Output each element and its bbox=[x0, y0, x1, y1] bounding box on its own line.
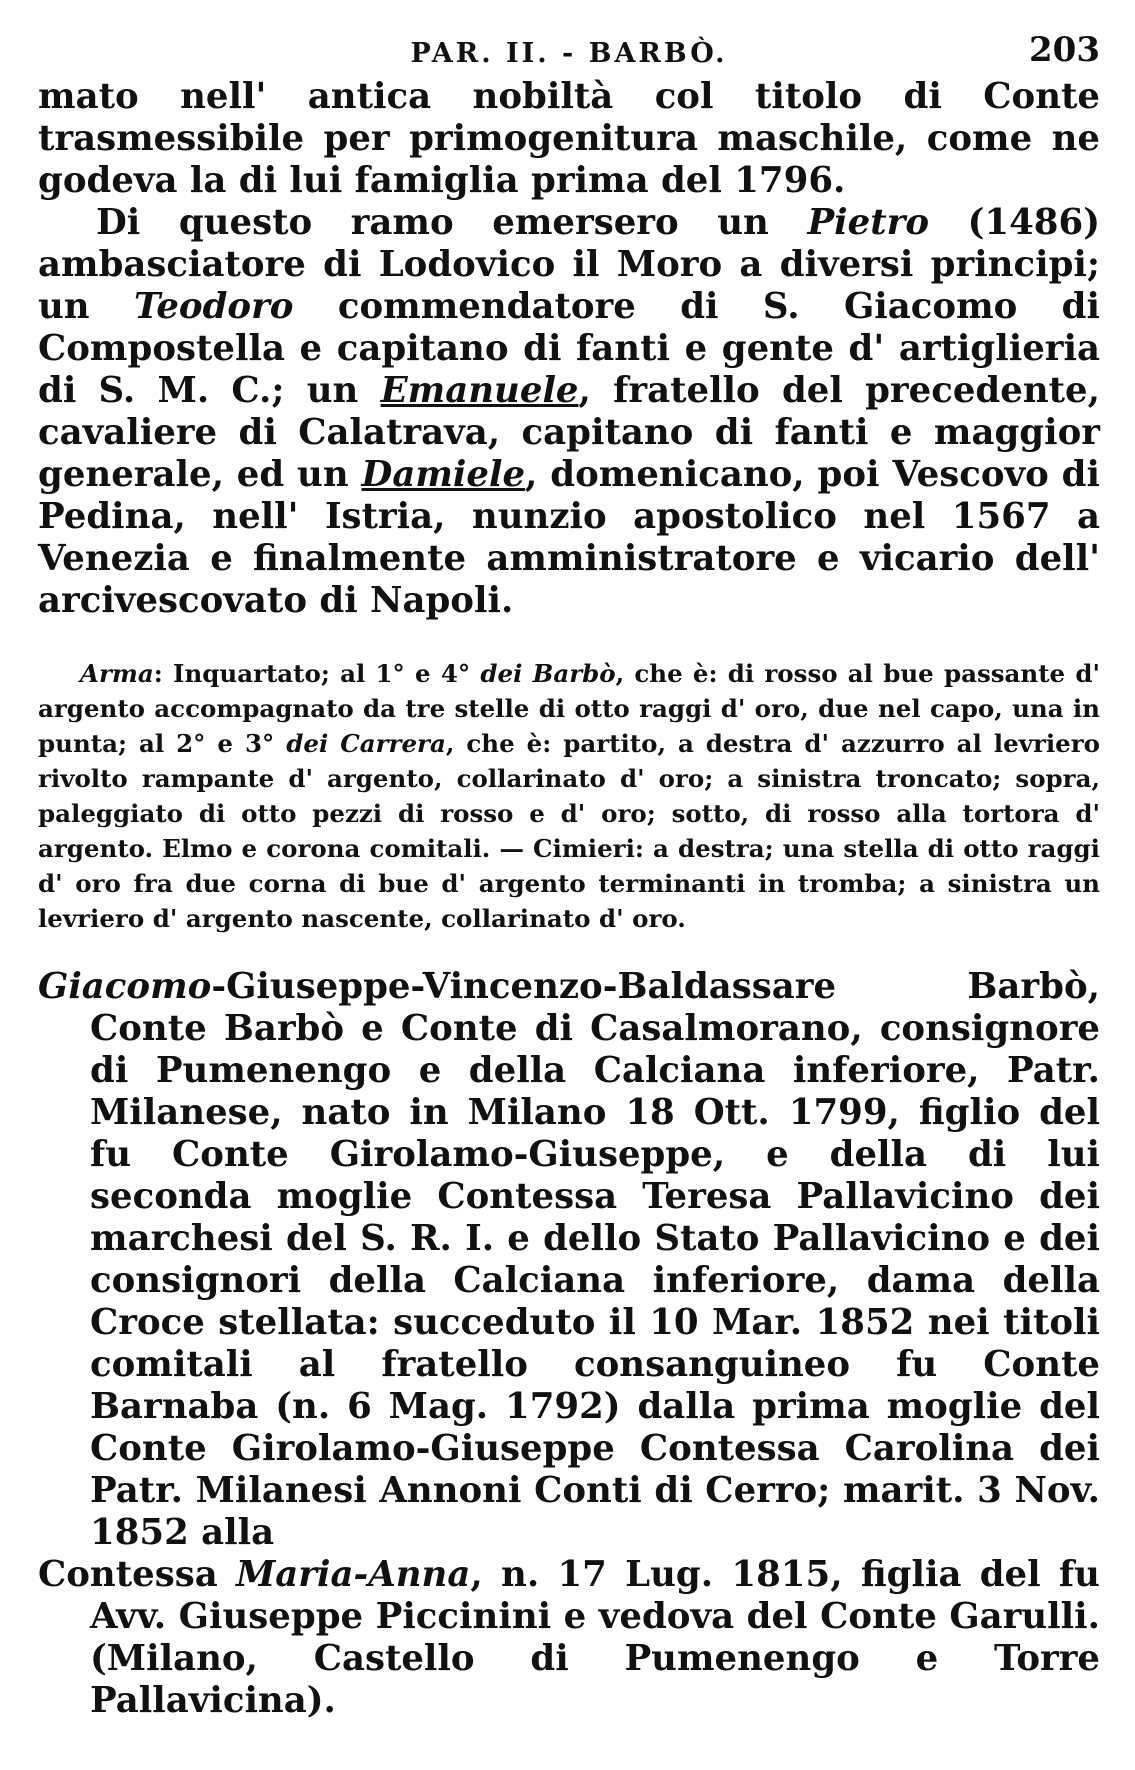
text-run: , che è: di rosso al bue passante d' argento accompagnato da tre stelle di otto raggi d' oro, due nel capo, una in punta; al 2° e 3° bbox=[38, 659, 1101, 758]
text-run: , domenicano, poi Vescovo di Pedina, nell' Istria, nunzio apostolico nel 1567 a Venezia e finalmente amministratore e vicario dell' arcivescovato di Napoli. bbox=[38, 454, 1100, 621]
page-number: 203 bbox=[1029, 30, 1100, 70]
italic-run: dei Barbò bbox=[480, 659, 616, 688]
text-run: , che è: partito, a destra d' azzurro al levriero rivolto rampante d' argento, collarinato d' oro; a sinistra troncato; sopra, paleggiato di otto pezzi di rosso e d' oro; sotto, di rosso alla tortora d' argento. Elmo e corona comitali. — Cimieri: a destra; una stella di otto raggi d' oro fra due corna di bue d' argento terminanti in tromba; a sinistra un levriero d' argento nascente, collarinato d' oro. bbox=[38, 729, 1100, 933]
text-run: Di questo ramo emersero un bbox=[96, 202, 808, 243]
name-pietro: Pietro bbox=[807, 202, 929, 243]
running-title: PAR. II. - BARBÒ. bbox=[410, 38, 728, 69]
continued-paragraph: mato nell' antica nobiltà col titolo di Conte trasmessibile per primogenitura maschile, come ne godeva la di lui famiglia prima del 1796. bbox=[38, 76, 1100, 201]
text-run: (1486) ambasciatore di Lodovico il Moro a diversi principi; un bbox=[38, 202, 1100, 327]
text-run: commendatore di S. Giacomo di Compostella e capitano di fanti e gente d' artiglieria di S. M. C.; un bbox=[38, 286, 1100, 411]
name-damiele: Damiele bbox=[361, 454, 526, 495]
text-run: , n. 17 Lug. 1815, figlia del fu Avv. Giuseppe Piccinini e vedova del Conte Garulli. (Milano, Castello di Pumenengo e Torre Pallavicina). bbox=[90, 1554, 1100, 1721]
name-emanuele: Emanuele bbox=[380, 370, 579, 411]
text-run: -Giuseppe-Vincenzo-Baldassare Barbò, Conte Barbò e Conte di Casalmorano, consignore di Pumenengo e della Calciana inferiore, Patr. Milanese, nato in Milano 18 Ott. 1799, figlio del fu Conte Girolamo-Giuseppe, e della di lui seconda moglie Contessa Teresa Pallavicino dei marchesi del S. R. I. e dello Stato Pallavicino e dei consignori della Calciana inferiore, dama della Croce stellata: succeduto il 10 Mar. 1852 nei titoli comitali al fratello consanguineo fu Conte Barnaba (n. 6 Mag. 1792) dalla prima moglie del Conte Girolamo-Giuseppe Contessa Carolina dei Patr. Milanesi Annoni Conti di Cerro; marit. 3 Nov. 1852 alla bbox=[90, 966, 1100, 1553]
italic-run: dei Carrera bbox=[286, 729, 446, 758]
family-members-paragraph bbox=[38, 202, 1100, 622]
entry-head-paragraph bbox=[38, 966, 1100, 1554]
document-page bbox=[38, 30, 1100, 1722]
genealogy-entry bbox=[38, 966, 1100, 1722]
text-run: Contessa bbox=[38, 1554, 236, 1595]
running-head bbox=[38, 30, 1100, 76]
text-run: : Inquartato; al 1° e 4° bbox=[153, 659, 481, 688]
text-run: , fratello del precedente, cavaliere di Calatrava, capitano di fanti e maggior generale, ed un bbox=[38, 370, 1100, 495]
spouse-name: Maria-Anna bbox=[235, 1554, 471, 1595]
entry-name: Giacomo bbox=[38, 966, 212, 1007]
name-teodoro: Teodoro bbox=[133, 286, 294, 327]
arma-label: Arma bbox=[80, 659, 154, 688]
body-text bbox=[38, 76, 1100, 622]
spouse-paragraph bbox=[38, 1554, 1100, 1722]
coat-of-arms-description bbox=[38, 656, 1100, 936]
